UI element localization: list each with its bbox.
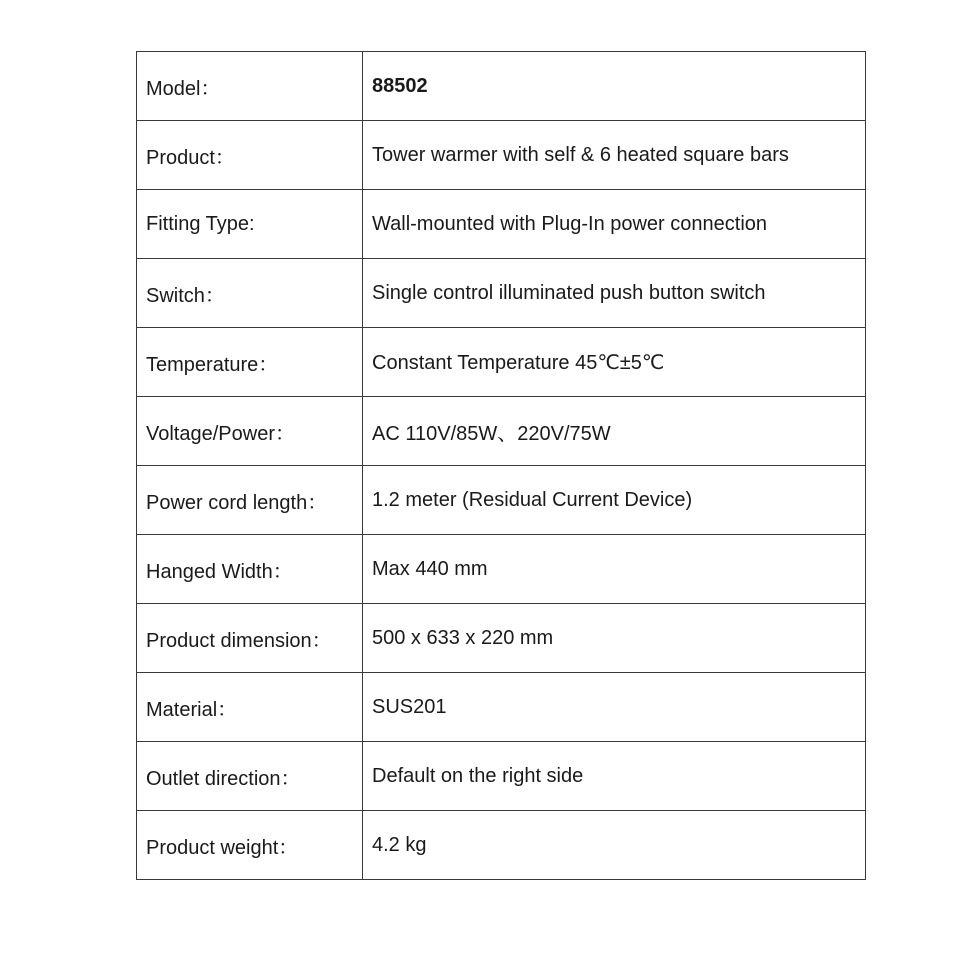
spec-label: Power cord length： — [137, 466, 363, 535]
spec-label: Hanged Width： — [137, 535, 363, 604]
spec-label: Temperature： — [137, 328, 363, 397]
spec-value: 500 x 633 x 220 mm — [363, 604, 866, 673]
spec-value: Single control illuminated push button switch — [363, 259, 866, 328]
spec-label: Product weight： — [137, 811, 363, 880]
spec-value: 1.2 meter (Residual Current Device) — [363, 466, 866, 535]
spec-row-product-weight — [137, 811, 866, 880]
spec-label: Material： — [137, 673, 363, 742]
spec-row-hanged-width — [137, 535, 866, 604]
spec-label: Product： — [137, 121, 363, 190]
spec-label: Product dimension： — [137, 604, 363, 673]
spec-row-switch — [137, 259, 866, 328]
spec-label: Fitting Type: — [137, 190, 363, 259]
spec-row-temperature — [137, 328, 866, 397]
spec-label: Switch： — [137, 259, 363, 328]
spec-row-material — [137, 673, 866, 742]
spec-table — [136, 51, 866, 880]
spec-label: Voltage/Power： — [137, 397, 363, 466]
spec-value: 88502 — [363, 52, 866, 121]
spec-label: Outlet direction： — [137, 742, 363, 811]
spec-row-voltage-power — [137, 397, 866, 466]
spec-row-outlet-direction — [137, 742, 866, 811]
spec-value: Default on the right side — [363, 742, 866, 811]
spec-label: Model： — [137, 52, 363, 121]
spec-row-power-cord-length — [137, 466, 866, 535]
spec-row-fitting-type — [137, 190, 866, 259]
spec-value: SUS201 — [363, 673, 866, 742]
spec-value: Tower warmer with self & 6 heated square bars — [363, 121, 866, 190]
spec-value: Max 440 mm — [363, 535, 866, 604]
spec-row-model — [137, 52, 866, 121]
spec-row-product — [137, 121, 866, 190]
spec-value: Constant Temperature 45℃±5℃ — [363, 328, 866, 397]
spec-value: 4.2 kg — [363, 811, 866, 880]
spec-value: Wall-mounted with Plug-In power connection — [363, 190, 866, 259]
spec-row-product-dimension — [137, 604, 866, 673]
spec-value: AC 110V/85W、220V/75W — [363, 397, 866, 466]
